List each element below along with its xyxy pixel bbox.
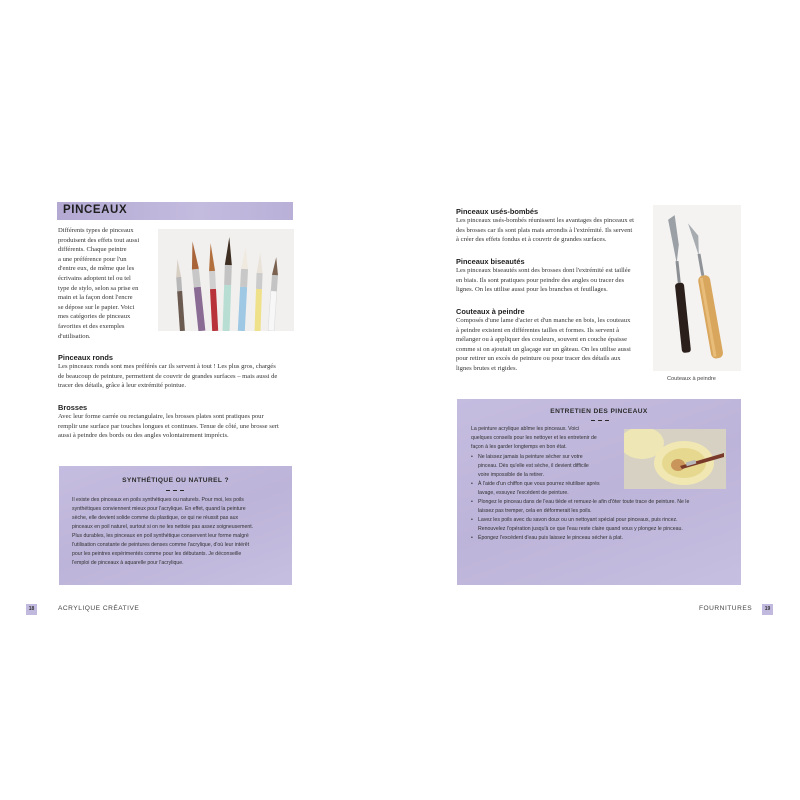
care-tip-item: [471, 480, 626, 498]
text-line: type de stylo, selon sa prise en: [58, 284, 139, 292]
text-line: de beaucoup de peinture, permettent de couvrir de grandes surfaces – mais aussi de: [58, 372, 278, 380]
painting-knives-heading: Couteaux à peindre: [456, 307, 525, 316]
text-line: quelques conseils pour les nettoyer et les entretenir de: [471, 435, 597, 441]
filbert-brushes-paragraph: [456, 216, 648, 245]
text-line: à peindre existent en différentes tailles et formes. Ils servent à: [456, 326, 620, 334]
right-page: [400, 0, 800, 800]
text-line: lignes. On les utilise aussi pour les branches et feuillages.: [456, 286, 608, 294]
care-tips-list: [471, 453, 733, 543]
angled-brushes-paragraph: [456, 266, 648, 295]
text-line: différents. Chaque peintre: [58, 246, 127, 254]
flat-brushes-heading: Brosses: [58, 403, 88, 412]
text-line: main et la façon dont l'encre: [58, 294, 133, 302]
text-line: aussi à peindre des bords ou des angles volontairement imprécis.: [58, 432, 229, 440]
text-line: Plus durables, les pinceaux en poil synthétique conservent leur forme malgré: [72, 533, 249, 539]
text-line: mélanger ou à appliquer des couleurs, souvent en couche épaisse: [456, 336, 628, 344]
text-line: Renouvelez l'opération jusqu'à ce que l'eau reste claire quand vous y plongez le pinceau.: [478, 526, 683, 532]
text-line: • À l'aide d'un chiffon que vous pourrez réutiliser après: [478, 481, 600, 487]
text-line: Avec leur forme carrée ou rectangulaire, les brosses plates sont pratiques pour: [58, 413, 264, 420]
text-line: pour retirer un excès de peinture ou pour tracer des détails aux: [456, 355, 621, 363]
text-line: à créer des effets fondus et à couvrir de grandes surfaces.: [456, 236, 607, 244]
text-line: • Lavez les poils avec du savon doux ou un nettoyant spécial pour pinceaux, puis rincez.: [478, 517, 678, 523]
intro-paragraph: [58, 226, 158, 341]
text-line: • Plongez le pinceau dans de l'eau tiède et remuez-le afin d'ôter toute trace de peinture. Ne le: [478, 499, 690, 505]
text-line: comme si on ajoutait un glaçage sur un gâteau. On les utilise aussi: [456, 345, 631, 353]
text-line: • Ne laissez jamais la peinture sécher sur votre: [478, 454, 583, 460]
section-title-banner: [57, 202, 293, 220]
text-line: d'entre eux, de même que les: [58, 265, 135, 273]
text-line: sèche, elle devient solide comme du plastique, ce qui ne réussit pas aux: [72, 515, 239, 521]
text-line: remplir une surface par touches longues et continues. Tenue de côté, une brosse sert: [58, 422, 279, 430]
text-line: laissez pas tremper, cela en déformerait les poils.: [478, 508, 592, 514]
divider-dash: [180, 490, 184, 491]
text-line: a une préférence pour l'un: [58, 255, 127, 263]
text-line: l'utilisation constante de peintures denses comme l'acrylique, d'où leur intérêt: [72, 542, 250, 548]
text-line: La peinture acrylique abîme les pinceaux. Voici: [471, 426, 580, 432]
round-brushes-paragraph: [58, 362, 298, 391]
divider-dash: [598, 420, 602, 421]
care-tip-item: [471, 453, 626, 480]
page-number: 19: [762, 604, 773, 615]
divider-dash: [605, 420, 609, 421]
text-line: des brosses car ils sont plats mais arrondis à l'extrémité. Ils servent: [456, 226, 633, 234]
text-line: d'utilisation.: [58, 332, 91, 340]
round-brushes-heading: Pinceaux ronds: [58, 353, 114, 362]
text-line: voire impossible de la retirer.: [478, 472, 545, 478]
sidebar-body: [72, 496, 287, 568]
page-number: 18: [26, 604, 37, 615]
knives-caption: Couteaux à peindre: [667, 376, 716, 382]
text-line: Les pinceaux biseautés sont des brosses dont l'extrémité est taillée: [456, 267, 631, 274]
painting-knives-paragraph: [456, 316, 648, 374]
text-line: Composés d'une lame d'acier et d'un manche en bois, les couteaux: [456, 317, 631, 324]
care-tip-item: [471, 498, 733, 516]
text-line: mes catégories de pinceaux: [58, 313, 131, 321]
sidebar-title: SYNTHÉTIQUE OU NATUREL ?: [122, 477, 229, 484]
paintbrushes-illustration: [158, 229, 294, 331]
running-footer: FOURNITURES: [699, 605, 753, 612]
divider-dash: [591, 420, 595, 421]
divider-dash: [166, 490, 170, 491]
text-line: façon à les garder longtemps en bon état.: [471, 444, 567, 450]
text-line: pinceau. Dès qu'elle est sèche, il devient difficile: [478, 463, 589, 469]
section-title: PINCEAUX: [63, 204, 128, 216]
care-tip-item: [471, 534, 733, 543]
filbert-brushes-heading: Pinceaux usés-bombés: [456, 207, 539, 216]
text-line: • Épongez l'excédent d'eau puis laissez le pinceau sécher à plat.: [478, 535, 624, 541]
text-line: pour les peintres expérimentés comme pour les débutants. Je déconseille: [72, 551, 242, 557]
synthetic-vs-natural-sidebar: [59, 466, 292, 585]
brushes-photo: [158, 229, 294, 331]
text-line: lignes brutes et rigides.: [456, 364, 518, 372]
text-line: Les pinceaux usés-bombés réunissent les avantages des pinceaux et: [456, 217, 634, 224]
text-line: lavage, essuyez l'excédent de peinture.: [478, 490, 569, 496]
text-line: l'emploi de pinceaux à aquarelle pour l'acrylique.: [72, 560, 184, 566]
brush-care-sidebar: [457, 399, 741, 585]
flat-brushes-paragraph: [58, 412, 298, 441]
text-line: Il existe des pinceaux en poils synthétiques ou naturels. Pour moi, les poils: [72, 497, 244, 503]
divider-dash: [173, 490, 177, 491]
angled-brushes-heading: Pinceaux biseautés: [456, 257, 525, 266]
sidebar-intro: [471, 425, 621, 452]
text-line: en biais. Ils sont pratiques pour peindre des angles ou tracer des: [456, 276, 625, 284]
text-line: synthétiques conviennent mieux pour l'acrylique. En effet, quand la peinture: [72, 506, 246, 512]
text-line: produisent des effets tout aussi: [58, 236, 140, 244]
text-line: écrivains adoptent tel ou tel: [58, 274, 131, 282]
text-line: Différents types de pinceaux: [58, 227, 134, 234]
text-line: pinceaux en poil naturel, surtout si on ne les nettoie pas assez soigneusement.: [72, 524, 254, 530]
running-footer: ACRYLIQUE CRÉATIVE: [58, 605, 140, 612]
sidebar-title: ENTRETIEN DES PINCEAUX: [550, 408, 648, 415]
painting-knives-photo: [653, 205, 741, 371]
text-line: se dépose sur le papier. Voici: [58, 303, 135, 311]
care-tip-item: [471, 516, 733, 534]
text-line: tracer des détails, grâce à leur extrémité pointue.: [58, 382, 186, 390]
painting-knives-illustration: [653, 205, 741, 371]
text-line: Les pinceaux ronds sont mes préférés car ils servent à tout ! Les plus gros, chargés: [58, 363, 276, 370]
text-line: favorites et des exemples: [58, 322, 125, 330]
